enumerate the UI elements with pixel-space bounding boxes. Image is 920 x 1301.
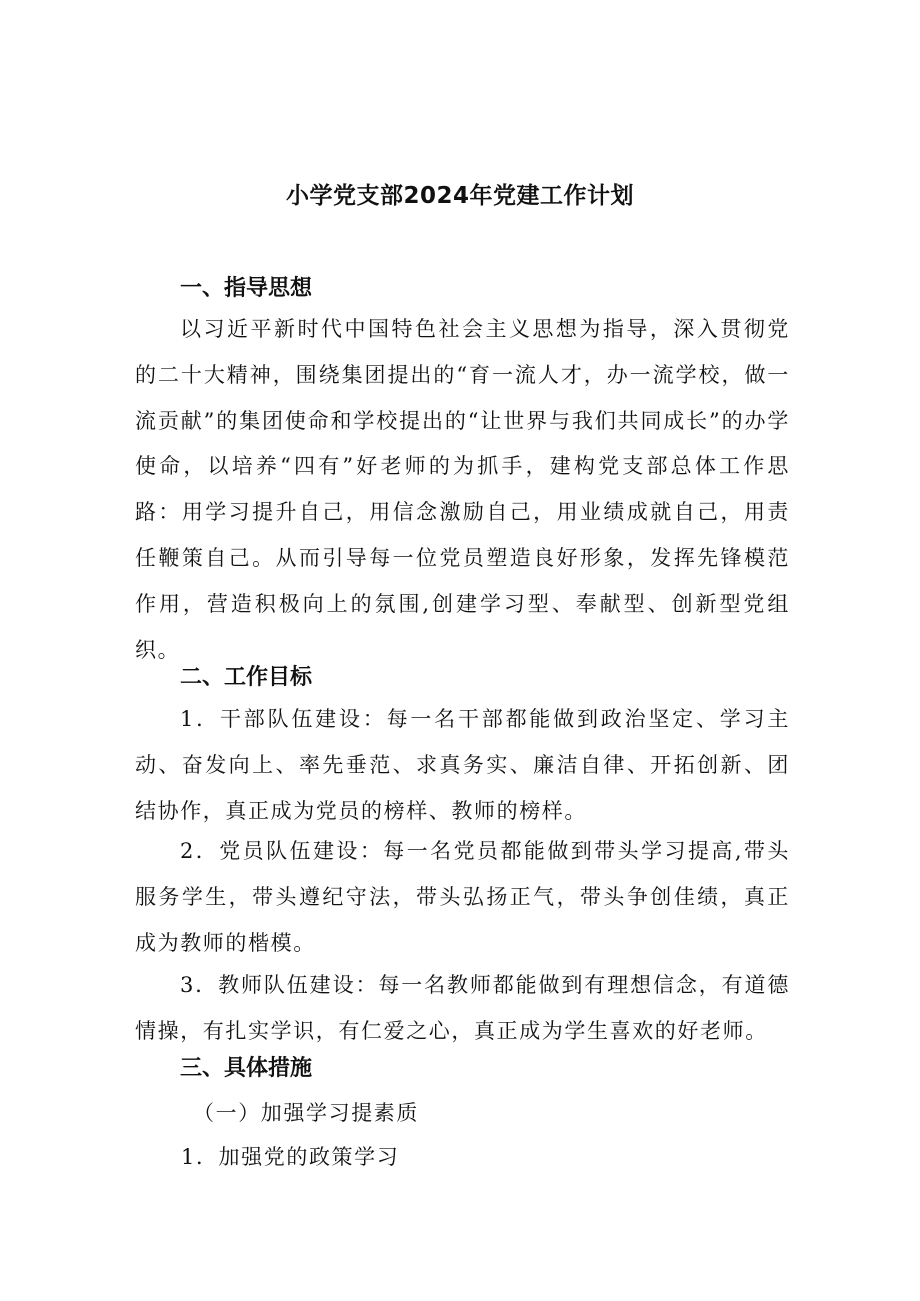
paragraph-goal-teacher-team: 3．教师队伍建设：每一名教师都能做到有理想信念，有道德情操，有扎实学识，有仁爱之心，真正成为学生喜欢的好老师。 — [135, 973, 790, 1043]
list-item: 1．加强党的政策学习 — [181, 1145, 400, 1169]
document-title: 小学党支部2024年党建工作计划 — [285, 183, 634, 209]
subsection-heading: （一）加强学习提素质 — [193, 1101, 419, 1125]
paragraph-guiding-ideology: 以习近平新时代中国特色社会主义思想为指导，深入贯彻党的二十大精神，围绕集团提出的“育一流人才，办一流学校，做一流贡献”的集团使命和学校提出的“让世界与我们共同成长”的办学使命，以培养“四有”好老师的为抓手，建构党支部总体工作思路：用学习提升自己，用信念激励自己，用业绩成就自己，用责任鞭策自己。从而引导每一位党员塑造良好形象，发挥先锋模范作用，营造积极向上的氛围,创建学习型、奉献型、创新型党组织。 — [135, 317, 790, 662]
section-heading-guiding-ideology: 一、指导思想 — [180, 276, 313, 301]
section-heading-specific-measures: 三、具体措施 — [180, 1056, 313, 1081]
section-heading-work-goals: 二、工作目标 — [180, 665, 313, 690]
paragraph-goal-cadre-team: 1．干部队伍建设：每一名干部都能做到政治坚定、学习主动、奋发向上、率先垂范、求真务实、廉洁自律、开拓创新、团结协作，真正成为党员的榜样、教师的榜样。 — [135, 707, 790, 823]
paragraph-goal-party-member-team: 2．党员队伍建设：每一名党员都能做到带头学习提高,带头服务学生，带头遵纪守法，带头弘扬正气，带头争创佳绩，真正成为教师的楷模。 — [135, 839, 790, 955]
